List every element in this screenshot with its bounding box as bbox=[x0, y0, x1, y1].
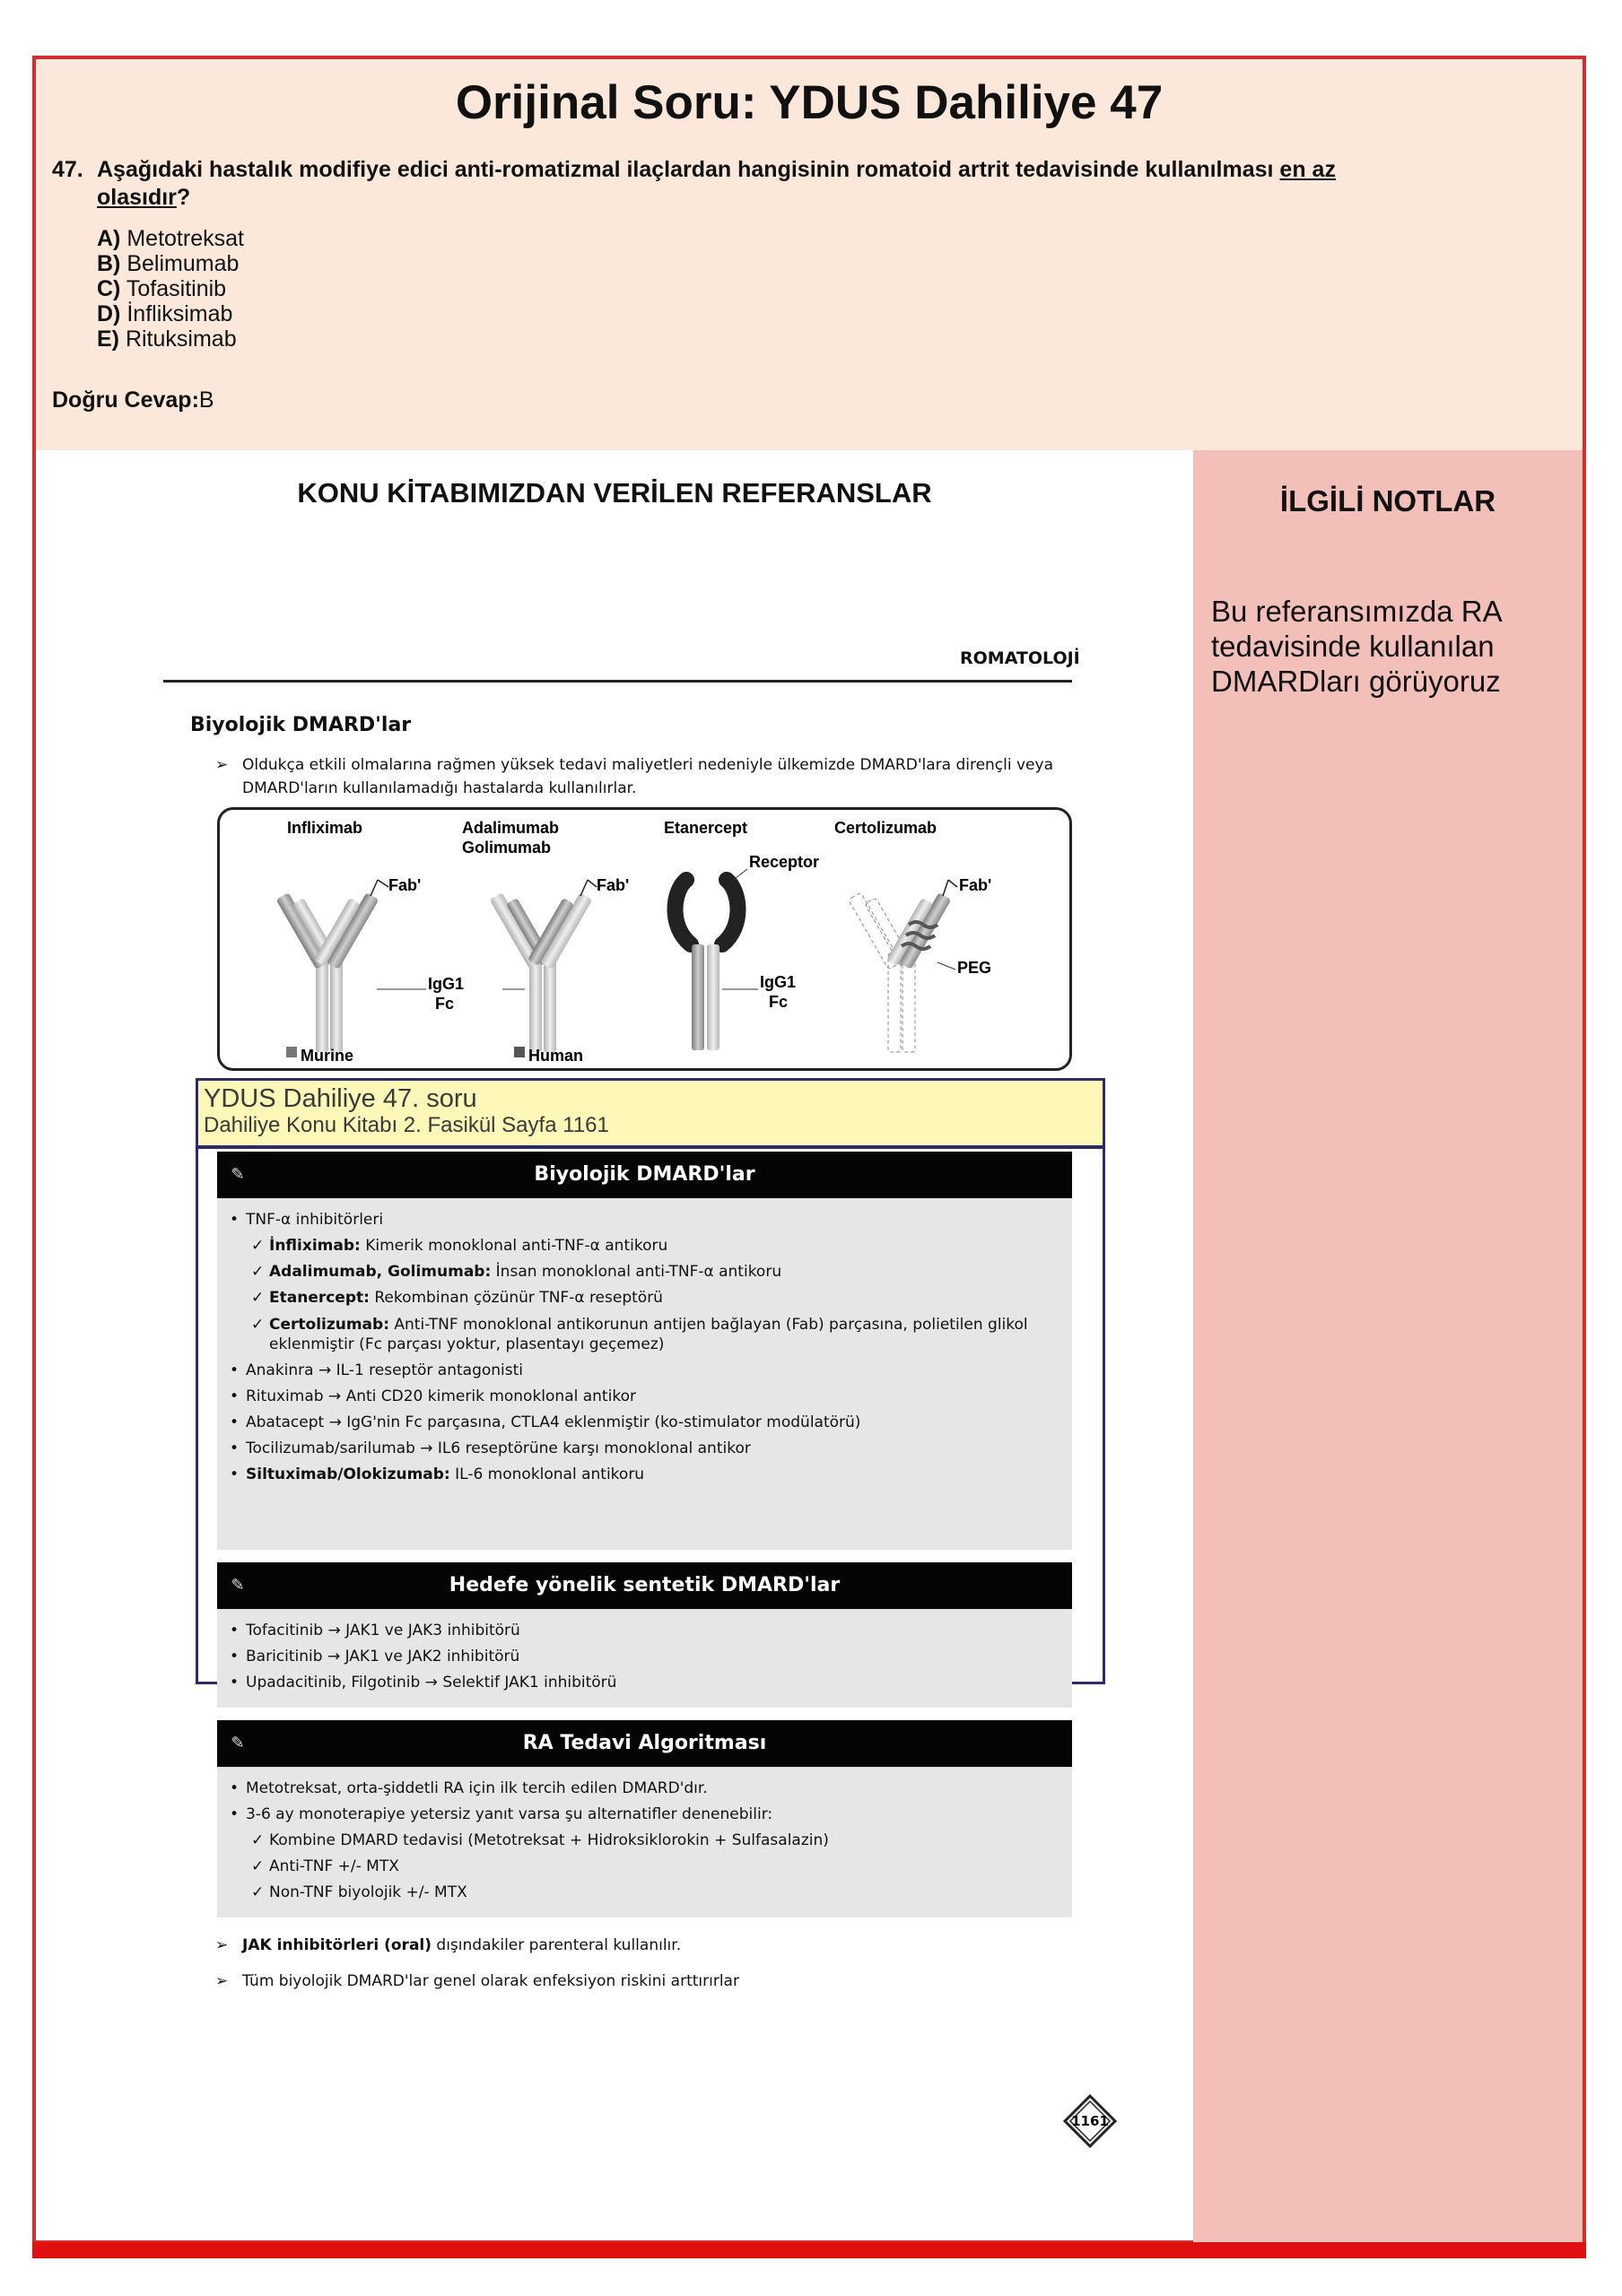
book-intro: ➢ Oldukça etkili olmalarına rağmen yüksek tedavi maliyetleri nedeniyle ülkemizde DMARD'lara dirençli veya DMARD'ların kullanılamadığı hastalarda kullanılırlar. bbox=[215, 756, 1053, 797]
book-note-infection: ➢ Tüm biyolojik DMARD'lar genel olarak enfeksiyon riskini arttırırlar bbox=[215, 1972, 739, 1990]
pencil-icon: ✎ bbox=[231, 1576, 245, 1595]
fab-label-3: Fab' bbox=[959, 876, 992, 894]
section-algorithm-body: • Metotreksat, orta-şiddetli RA için ilk tercih edilen DMARD'dır. • 3-6 ay monoterapiye yetersiz yanıt varsa şu alternatifler denenebilir: ✓ Kombine DMARD tedavisi (Metotreksat + Hidroksiklorokin + Sulfasalazin) ✓ Anti-TNF +/- MTX ✓ Non-TNF biyolojik +/- MTX bbox=[217, 1767, 1072, 1918]
option-a: A) Metotreksat bbox=[97, 226, 244, 251]
notes-text: Bu referansımızda RA tedavisinde kullanılan DMARDları görüyoruz bbox=[1211, 595, 1501, 698]
certolizumab-fragment bbox=[849, 880, 957, 1052]
fc-label-1: Fc bbox=[435, 995, 455, 1013]
page-frame bbox=[32, 56, 1586, 2244]
section-algorithm-header: ✎ RA Tedavi Algoritması bbox=[217, 1720, 1072, 1767]
legend-murine: Murine bbox=[301, 1047, 354, 1065]
question-number: 47. bbox=[52, 157, 83, 182]
reference-callout bbox=[196, 1078, 1105, 1148]
pencil-icon: ✎ bbox=[231, 1734, 245, 1752]
igg1-label-1: IgG1 bbox=[428, 975, 465, 993]
option-b: B) Belimumab bbox=[97, 251, 240, 276]
question-stem-emphasis: en az olasıdır bbox=[97, 157, 1336, 210]
infliximab-antibody bbox=[276, 880, 388, 1052]
label-infliximab: Infliximab bbox=[287, 819, 363, 837]
book-section-label: ROMATOLOJİ bbox=[960, 648, 1080, 668]
legend-human: Human bbox=[528, 1047, 584, 1065]
option-list bbox=[97, 226, 244, 352]
label-adalimumab: Adalimumab bbox=[462, 819, 560, 837]
option-d: D) İnfliksimab bbox=[97, 301, 233, 326]
references-title: KONU KİTABIMIZDAN VERİLEN REFERANSLAR bbox=[297, 477, 932, 509]
antibody-diagram bbox=[220, 810, 1075, 1074]
question-stem-text: Aşağıdaki hastalık modifiye edici anti-romatizmal ilaçlardan hangisinin romatoid artrit tedavisinde kullanılması bbox=[97, 157, 1280, 182]
callout-question-ref: YDUS Dahiliye 47. soru bbox=[204, 1084, 477, 1113]
legend-human-swatch bbox=[514, 1047, 525, 1057]
etanercept-receptor bbox=[676, 869, 748, 1050]
label-etanercept: Etanercept bbox=[664, 819, 748, 837]
notes-title: İLGİLİ NOTLAR bbox=[1279, 484, 1496, 517]
adalimumab-antibody bbox=[490, 880, 597, 1052]
book-heading: Biyolojik DMARD'lar bbox=[190, 714, 412, 736]
igg1-label-2: IgG1 bbox=[760, 973, 797, 991]
question-panel bbox=[36, 59, 1583, 450]
section-biologic-body: • TNF-α inhibitörleri ✓ İnfliximab: Kimerik monoklonal anti-TNF-α antikoru ✓ Adalimumab, Golimumab: İnsan monoklonal anti-TNF-α antikoru ✓ Etanercept: Rekombinan çözünür TNF-α reseptörü ✓ Certolizumab: Anti-TNF monoklonal antikorunun antijen bağlayan (Fab) parçasına, polietilen glikol eklenmiştir (Fc parçası yoktur, plasentayı geçemez) • Anakinra → IL-1 reseptör antagonisti • Rituximab → Anti CD20 kimerik monoklonal antikor • Abatacept → IgG'nin Fc parçasına, CTLA4 eklenmiştir (ko-stimulator modülatörü) • Tocilizumab/sarilumab → IL6 reseptörüne karşı monoklonal antikor • Siltuximab/Olokizumab: IL-6 monoklonal antikoru bbox=[217, 1198, 1072, 1550]
callout-page-ref: Dahiliye Konu Kitabı 2. Fasikül Sayfa 1161 bbox=[204, 1113, 609, 1137]
book-header-rule bbox=[163, 680, 1072, 683]
notes-panel bbox=[1193, 450, 1583, 2248]
receptor-label: Receptor bbox=[749, 853, 820, 871]
fc-label-2: Fc bbox=[769, 993, 789, 1011]
question-stem-end: ? bbox=[176, 185, 191, 210]
section-synthetic-header: ✎ Hedefe yönelik sentetik DMARD'lar bbox=[217, 1562, 1072, 1609]
book-note-jak: ➢ JAK inhibitörleri (oral) dışındakiler parenteral kullanılır. bbox=[215, 1936, 682, 1954]
option-c: C) Tofasitinib bbox=[97, 276, 227, 301]
label-golimumab: Golimumab bbox=[462, 839, 552, 857]
option-e: E) Rituksimab bbox=[97, 326, 237, 352]
fab-label-1: Fab' bbox=[388, 876, 422, 894]
page-number: 1161 bbox=[1071, 2113, 1109, 2129]
label-certolizumab: Certolizumab bbox=[834, 819, 937, 837]
question-title: Orijinal Soru: YDUS Dahiliye 47 bbox=[455, 76, 1164, 129]
antibody-figure bbox=[217, 807, 1072, 1071]
question-stem bbox=[52, 156, 1425, 212]
fab-label-2: Fab' bbox=[597, 876, 630, 894]
bottom-bar bbox=[32, 2242, 1586, 2258]
pencil-icon: ✎ bbox=[231, 1165, 245, 1184]
section-synthetic-body: • Tofacitinib → JAK1 ve JAK3 inhibitörü • Baricitinib → JAK1 ve JAK2 inhibitörü • Upadacitinib, Filgotinib → Selektif JAK1 inhibitörü bbox=[217, 1609, 1072, 1708]
page-number-badge bbox=[1063, 2094, 1117, 2148]
peg-label: PEG bbox=[957, 959, 992, 977]
legend-murine-swatch bbox=[286, 1047, 297, 1057]
section-biologic-header: ✎ Biyolojik DMARD'lar bbox=[217, 1152, 1072, 1198]
correct-answer: Doğru Cevap:B bbox=[52, 387, 214, 413]
